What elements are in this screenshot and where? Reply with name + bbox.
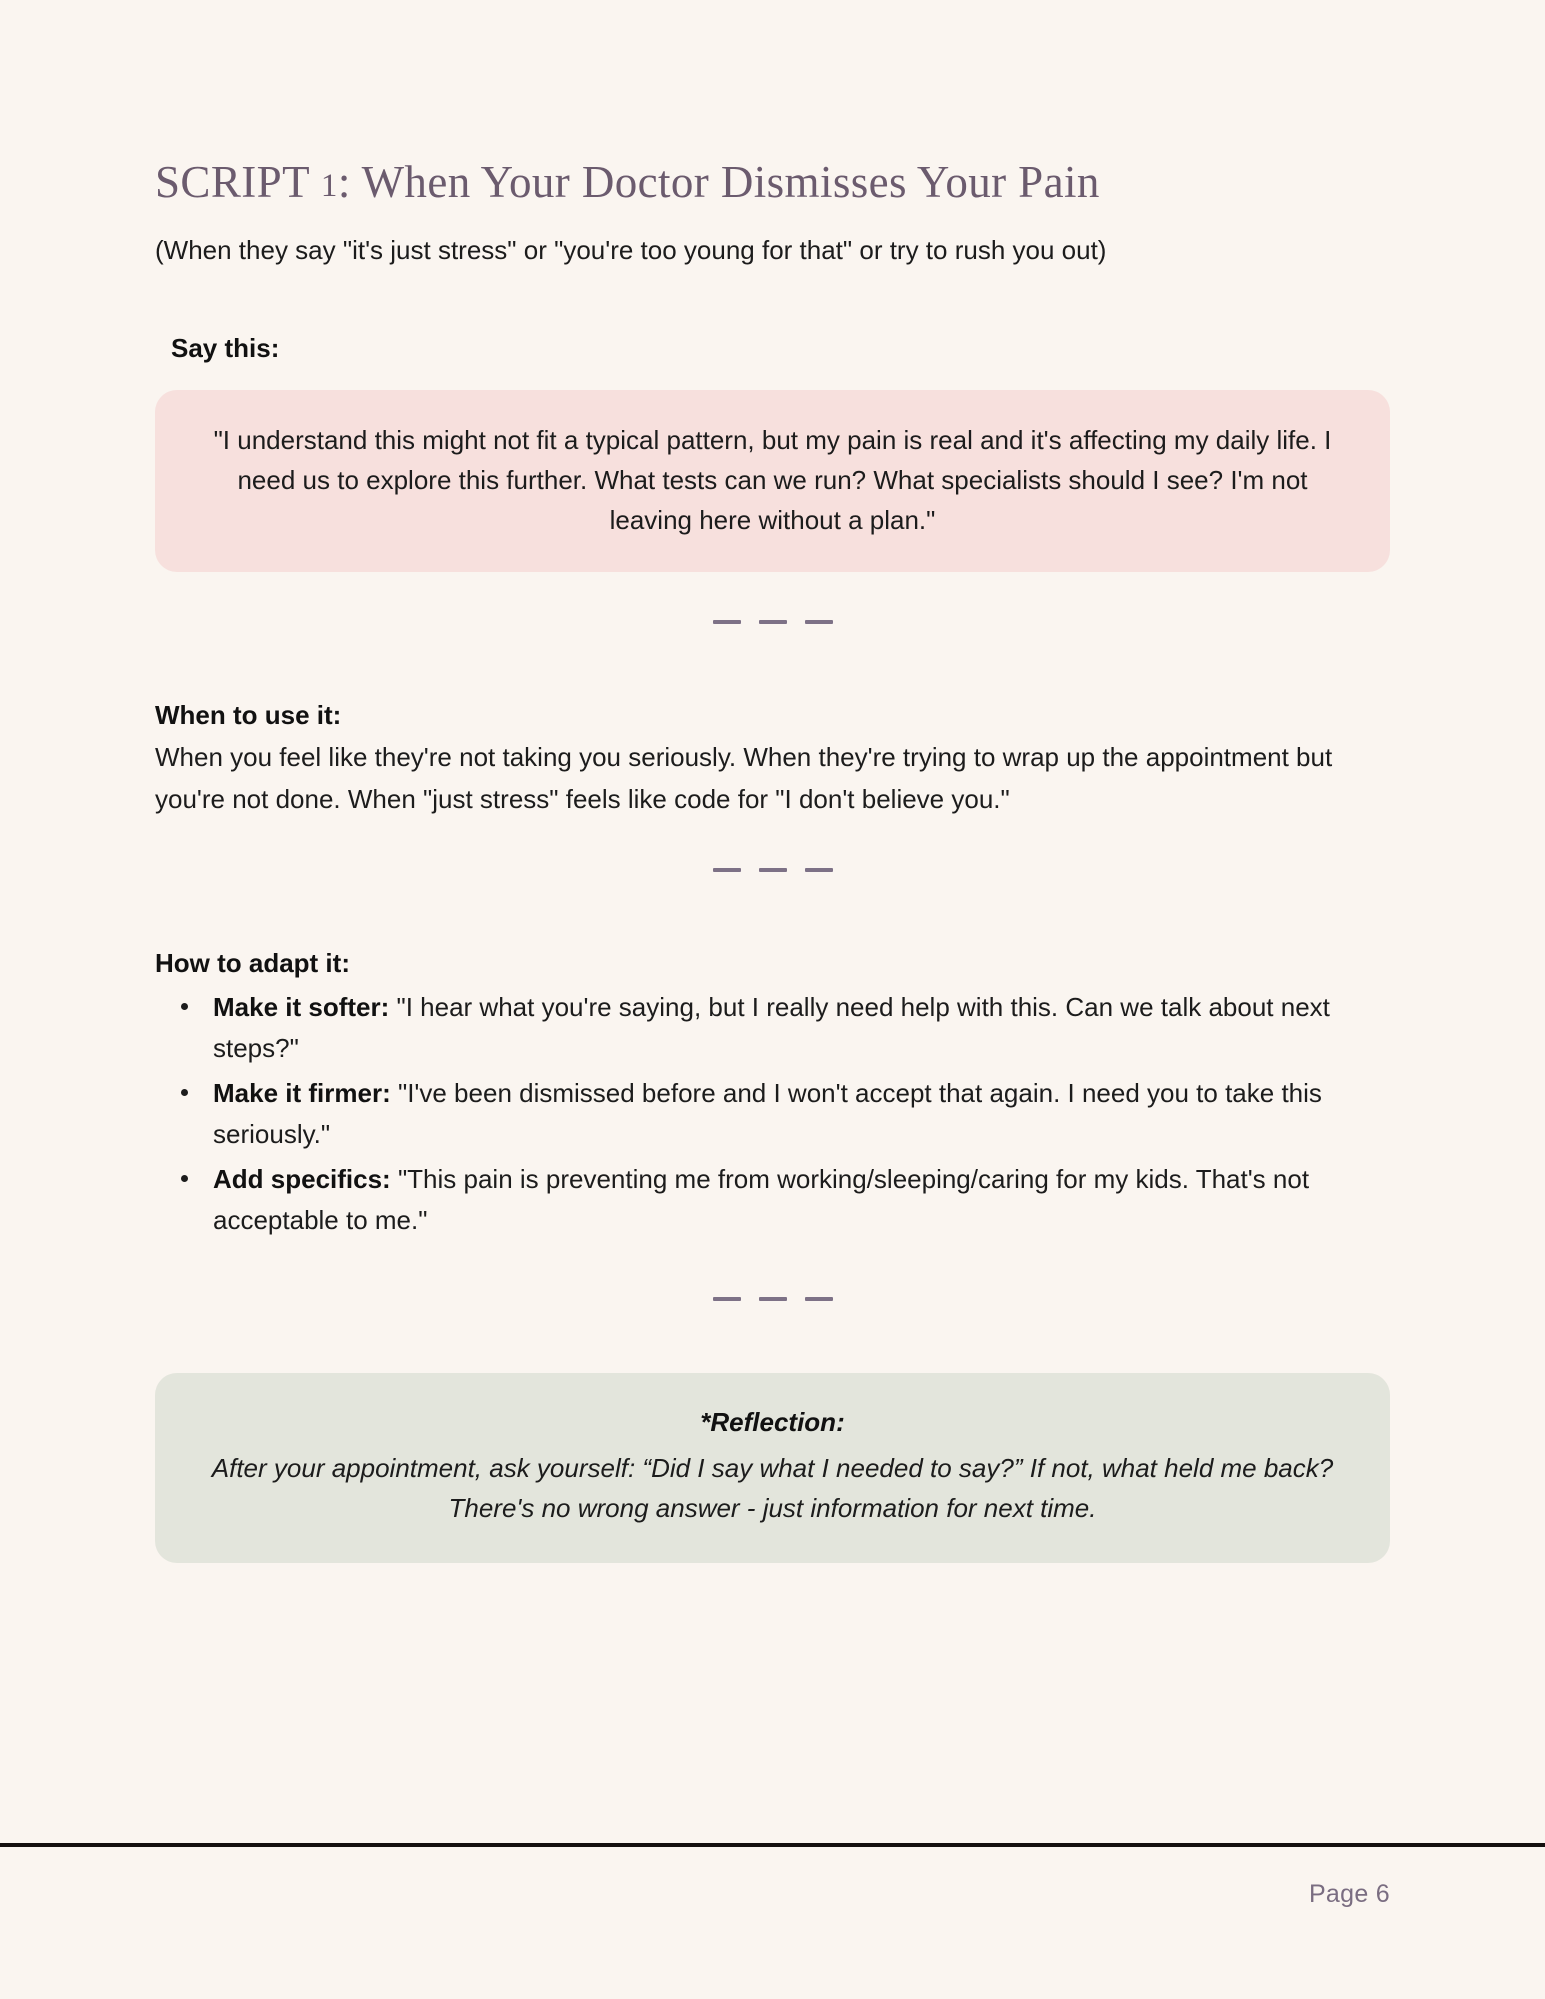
- quote-text: "I understand this might not fit a typical pattern, but my pain is real and it's affecting my daily life. I need us to explore this further. What tests can we run? What specialists should I see? I'm not leaving here without a plan.": [213, 424, 1332, 536]
- heading-how-to-adapt: How to adapt it:: [155, 947, 350, 978]
- section-divider: [155, 820, 1390, 872]
- quote-callout-box: [155, 390, 1390, 573]
- reflection-callout-box: [155, 1373, 1390, 1563]
- page-title: [155, 0, 1390, 208]
- list-item: [155, 1073, 1390, 1155]
- when-to-use-text: When you feel like they're not taking you seriously. When they're trying to wrap up the appointment but you're not done. When "just stress" feels like code for "I don't believe you.": [155, 742, 1333, 814]
- list-item-text: "I've been dismissed before and I won't accept that again. I need you to take this seriously.": [213, 1077, 1322, 1149]
- spacer: [155, 872, 1390, 948]
- divider-dash-icon: [759, 868, 787, 872]
- page-content: [155, 0, 1390, 1563]
- title-numeral: 1: [320, 168, 338, 204]
- title-separator: :: [337, 157, 351, 207]
- list-item-label: Add specifics:: [213, 1163, 391, 1194]
- divider-dash-icon: [759, 1297, 787, 1301]
- divider-dash-icon: [713, 620, 741, 624]
- spacer: [155, 1301, 1390, 1349]
- divider-dash-icon: [713, 868, 741, 872]
- list-item-label: Make it firmer:: [213, 1077, 391, 1108]
- divider-dash-icon: [759, 620, 787, 624]
- heading-say-this: Say this:: [171, 332, 280, 363]
- divider-dash-icon: [713, 1297, 741, 1301]
- adapt-list: [155, 987, 1390, 1241]
- footer-divider-rule: [0, 1843, 1545, 1847]
- intro-paragraph: (When they say "it's just stress" or "you're too young for that" or try to rush you out): [155, 234, 1107, 265]
- list-item-label: Make it softer:: [213, 991, 390, 1022]
- page-number: Page 6: [1308, 1880, 1390, 1908]
- title-prefix: SCRIPT: [155, 157, 310, 207]
- divider-dash-icon: [805, 620, 833, 624]
- list-item-text: "This pain is preventing me from working/sleeping/caring for my kids. That's not acceptable to me.": [213, 1163, 1310, 1236]
- section-divider: [155, 572, 1390, 624]
- list-item: [155, 987, 1390, 1069]
- reflection-text: After your appointment, ask yourself: “Did I say what I needed to say?” If not, what held me back? There's no wrong answer - just information for next time.: [211, 1453, 1334, 1524]
- divider-dash-icon: [805, 868, 833, 872]
- section-divider: [155, 1245, 1390, 1301]
- divider-dash-icon: [805, 1297, 833, 1301]
- heading-when-to-use: When to use it:: [155, 700, 342, 731]
- title-rest: When Your Doctor Dismisses Your Pain: [361, 157, 1100, 207]
- list-item-text: "I hear what you're saying, but I really need help with this. Can we talk about next steps?": [213, 991, 1330, 1063]
- list-item: [155, 1159, 1390, 1241]
- page-footer: [0, 1880, 1545, 1909]
- spacer: [155, 624, 1390, 700]
- reflection-heading: *Reflection:: [700, 1407, 845, 1438]
